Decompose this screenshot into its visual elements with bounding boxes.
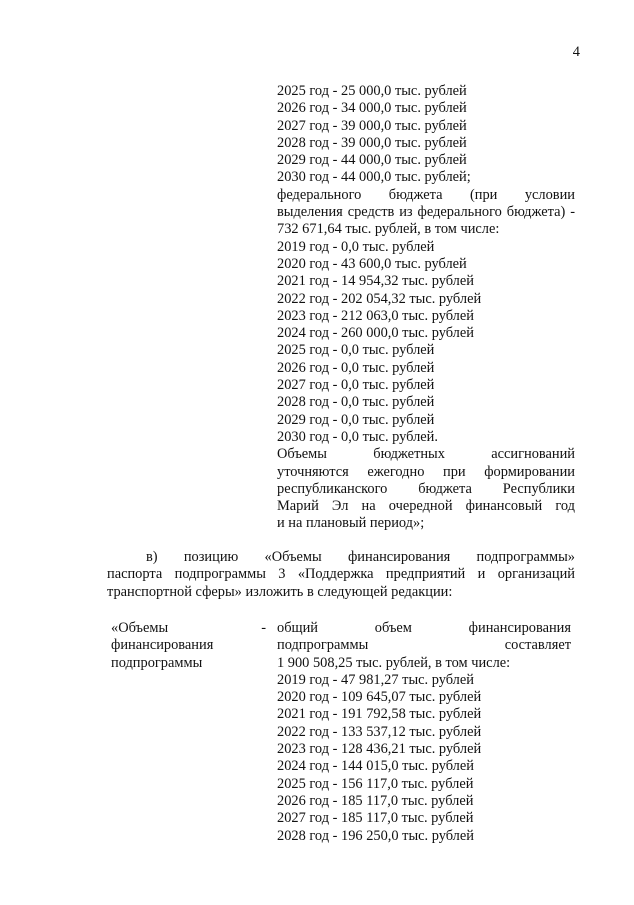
note-text: и на плановый период»; bbox=[277, 515, 425, 532]
note-text: Объемы бюджетных ассигнований bbox=[277, 446, 575, 463]
year-line: 2025 год - 156 117,0 тыс. рублей bbox=[277, 775, 474, 792]
year-line: 2022 год - 202 054,32 тыс. рублей bbox=[277, 290, 482, 307]
position-label bbox=[111, 620, 266, 672]
note-text: республиканского бюджета Республики bbox=[277, 480, 575, 497]
label-line: «Объемы - bbox=[111, 620, 266, 636]
year-line: 2025 год - 25 000,0 тыс. рублей bbox=[277, 83, 467, 99]
subprogram-financing bbox=[277, 620, 571, 845]
year-line: 2029 год - 0,0 тыс. рублей bbox=[277, 411, 435, 428]
paragraph-line: паспорта подпрограммы 3 «Поддержка предприятий и организаций bbox=[107, 566, 575, 583]
federal-budget-text: федерального бюджета (при условии bbox=[277, 186, 575, 203]
year-line: 2028 год - 0,0 тыс. рублей bbox=[277, 394, 435, 411]
year-line: 2028 год - 196 250,0 тыс. рублей bbox=[277, 827, 474, 844]
note-text: уточняются ежегодно при формировании bbox=[277, 463, 575, 480]
year-line: 2024 год - 260 000,0 тыс. рублей bbox=[277, 325, 474, 342]
federal-budget-total: 732 671,64 тыс. рублей, в том числе: bbox=[277, 221, 500, 238]
year-line: 2027 год - 185 117,0 тыс. рублей bbox=[277, 810, 474, 827]
year-line: 2030 год - 0,0 тыс. рублей. bbox=[277, 428, 438, 445]
year-line: 2025 год - 0,0 тыс. рублей bbox=[277, 342, 435, 359]
year-line: 2021 год - 191 792,58 тыс. рублей bbox=[277, 706, 482, 723]
year-line: 2026 год - 0,0 тыс. рублей bbox=[277, 359, 435, 376]
note-text: Марий Эл на очередной финансовый год bbox=[277, 498, 575, 515]
year-line: 2024 год - 144 015,0 тыс. рублей bbox=[277, 758, 474, 775]
paragraph-line: транспортной сферы» изложить в следующей редакции: bbox=[107, 583, 453, 600]
year-line: 2023 год - 128 436,21 тыс. рублей bbox=[277, 741, 482, 758]
year-line: 2030 год - 44 000,0 тыс. рублей; bbox=[277, 169, 471, 186]
paragraph-v bbox=[107, 549, 575, 601]
year-line: 2023 год - 212 063,0 тыс. рублей bbox=[277, 307, 474, 324]
year-line: 2019 год - 0,0 тыс. рублей bbox=[277, 238, 435, 255]
label-line: финансирования bbox=[111, 637, 214, 654]
label-line: подпрограммы bbox=[111, 654, 203, 671]
year-line: 2020 год - 109 645,07 тыс. рублей bbox=[277, 689, 482, 706]
year-line: 2027 год - 0,0 тыс. рублей bbox=[277, 377, 435, 394]
year-line: 2027 год - 39 000,0 тыс. рублей bbox=[277, 117, 467, 134]
paragraph-line: в) позицию «Объемы финансирования подпрограммы» bbox=[146, 549, 575, 565]
year-line: 2019 год - 47 981,27 тыс. рублей bbox=[277, 671, 474, 688]
intro-line: подпрограммы составляет bbox=[277, 637, 571, 654]
year-line: 2026 год - 34 000,0 тыс. рублей bbox=[277, 100, 467, 117]
intro-total: 1 900 508,25 тыс. рублей, в том числе: bbox=[277, 654, 511, 671]
year-line: 2029 год - 44 000,0 тыс. рублей bbox=[277, 152, 467, 169]
year-line: 2028 год - 39 000,0 тыс. рублей bbox=[277, 134, 467, 151]
federal-budget-text: выделения средств из федерального бюджета) - bbox=[277, 204, 575, 221]
year-line: 2022 год - 133 537,12 тыс. рублей bbox=[277, 723, 482, 740]
financing-continuation bbox=[277, 83, 575, 533]
year-line: 2020 год - 43 600,0 тыс. рублей bbox=[277, 255, 467, 272]
year-line: 2026 год - 185 117,0 тыс. рублей bbox=[277, 792, 474, 809]
intro-line: общий объем финансирования bbox=[277, 620, 571, 636]
page-number: 4 bbox=[572, 44, 580, 60]
year-line: 2021 год - 14 954,32 тыс. рублей bbox=[277, 273, 474, 290]
